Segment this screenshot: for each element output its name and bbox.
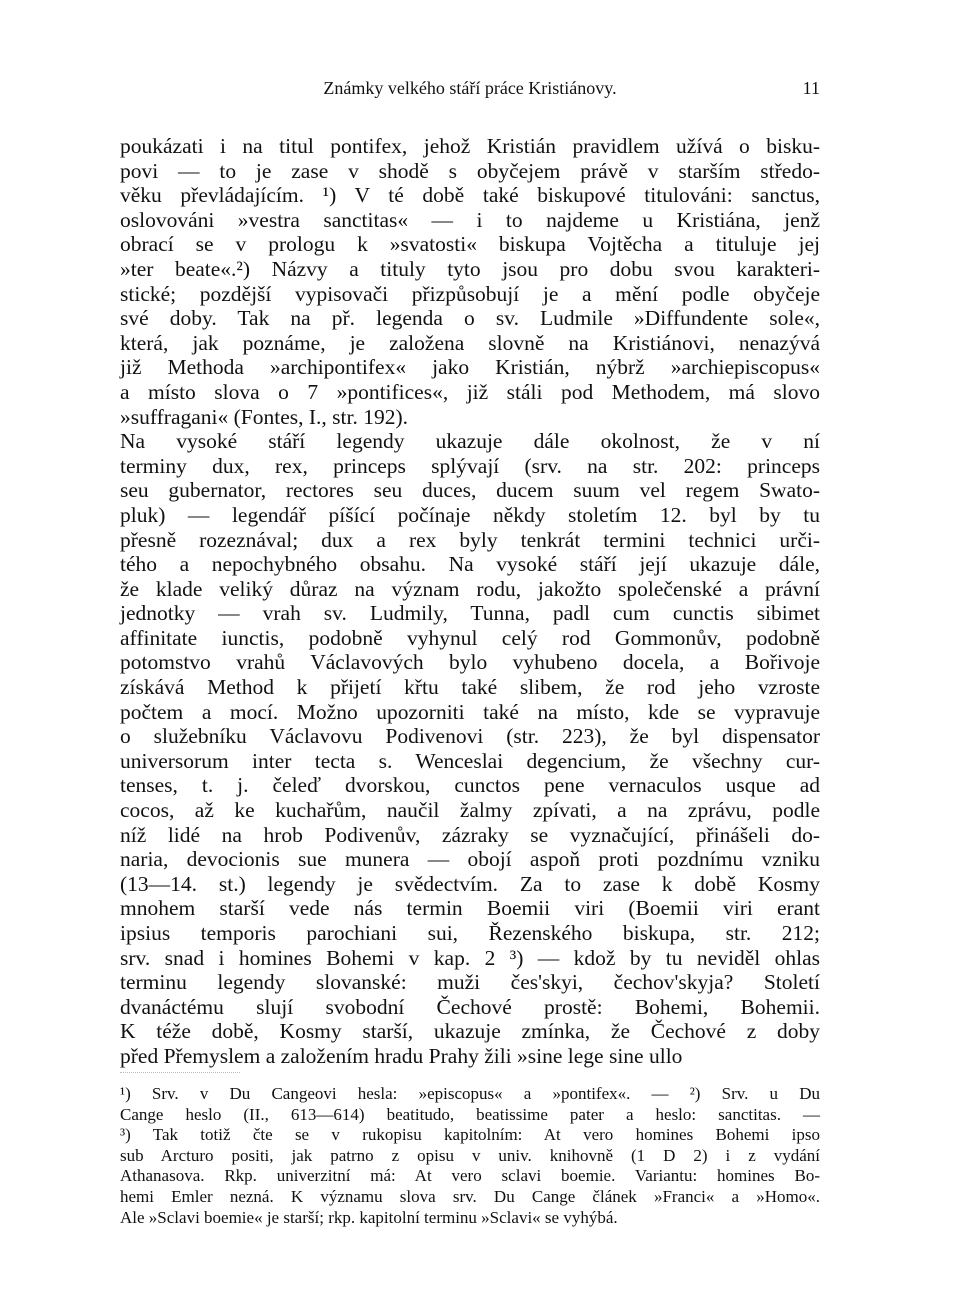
body-line: o služebníku Václavovu Podivenovi (str. 223), že byl dispensator xyxy=(120,724,820,749)
body-line: poukázati i na titul pontifex, jehož Kristián pravidlem užívá o bisku- xyxy=(120,134,820,158)
body-line: stické; pozdější vypisovači přizpůsobují je a mění podle obyčeje xyxy=(120,281,820,306)
footnote-line: hemi Emler nezná. K významu slova srv. Du Cange článek »Franci« a »Homo«. xyxy=(120,1186,820,1206)
body-line: dvanáctému slují svobodní Čechové prostě: Bohemi, Bohemii. xyxy=(120,994,820,1019)
footnote-line: ³) Tak totiž čte se v rukopisu kapitolním: At vero homines Bohemi ipso xyxy=(120,1125,820,1145)
body-line: již Methoda »archipontifex« jako Kristián, nýbrž »archiepiscopus« xyxy=(120,355,820,380)
body-line: terminu legendy slovanské: muži čes'skyi, čechov'skyja? Století xyxy=(120,970,820,995)
body-line: pluk) — legendář píšící počínaje někdy stoletím 12. byl by tu xyxy=(120,502,820,527)
body-line: seu gubernator, rectores seu duces, ducem suum vel regem Swato- xyxy=(120,478,820,503)
footnote-divider xyxy=(120,1072,240,1073)
body-line: terminy dux, rex, princeps splývají (srv. na str. 202: princeps xyxy=(120,453,820,478)
body-line: K téže době, Kosmy starší, ukazuje zmínka, že Čechové z doby xyxy=(120,1019,820,1044)
body-line: získává Method k přijetí křtu také slibem, že rod jeho vzroste xyxy=(120,675,820,700)
footnote-line: Ale »Sclavi boemie« je starší; rkp. kapitolní terminu »Sclavi« se vyhýbá. xyxy=(120,1207,618,1227)
body-line: že klade veliký důraz na význam rodu, jakožto společenské a právní xyxy=(120,576,820,601)
body-line: své doby. Tak na př. legenda o sv. Ludmile »Diffundente sole«, xyxy=(120,306,820,331)
body-line: která, jak poznáme, je založena slovně na Kristiánovi, nenazývá xyxy=(120,330,820,355)
body-line: věku převládajícím. ¹) V té době také biskupové titulováni: sanctus, xyxy=(120,183,820,208)
body-line: povi — to je zase v shodě s obyčejem právě v starším středo- xyxy=(120,158,820,183)
footnote-line: Cange heslo (II., 613—614) beatitudo, beatissime pater a heslo: sanctitas. — xyxy=(120,1104,820,1124)
body-line: níž lidé na hrob Podivenův, zázraky se vyznačující, přinášeli do- xyxy=(120,822,820,847)
body-line: cocos, až ke kuchařům, naučil žalmy zpívati, a na zprávu, podle xyxy=(120,798,820,823)
body-line: a místo slova o 7 »pontifices«, již stáli pod Methodem, má slovo xyxy=(120,379,820,404)
page-number: 11 xyxy=(802,78,820,98)
footnote-line: sub Arcturo positi, jak patrno z opisu v univ. knihovně (1 D 2) i z vydání xyxy=(120,1145,820,1165)
body-line: srv. snad i homines Bohemi v kap. 2 ³) — kdož by tu neviděl ohlas xyxy=(120,945,820,970)
body-line: »ter beate«.²) Názvy a tituly tyto jsou pro dobu svou karakteri- xyxy=(120,256,820,281)
body-line: počtem a mocí. Možno upozorniti také na místo, kde se vypravuje xyxy=(120,699,820,724)
body-line: přesně rozeznával; dux a rex byly tenkrát termini technici urči- xyxy=(120,527,820,552)
body-line: jednotky — vrah sv. Ludmily, Tunna, padl cum cunctis sibimet xyxy=(120,601,820,626)
body-line: universorum inter tecta s. Wenceslai degencium, že všechny cur- xyxy=(120,748,820,773)
body-line: tého a nepochybného obsahu. Na vysoké stáří její ukazuje dále, xyxy=(120,552,820,577)
body-line: tenses, t. j. čeleď dvorskou, cunctos pene vernaculos usque ad xyxy=(120,773,820,798)
body-line: obrací se v prologu k »svatosti« biskupa Vojtěcha a tituluje jej xyxy=(120,232,820,257)
body-line: před Přemyslem a založením hradu Prahy žili »sine lege sine ullo xyxy=(120,1043,683,1068)
body-line: (13—14. st.) legendy je svědectvím. Za to zase k době Kosmy xyxy=(120,871,820,896)
body-line: ipsius temporis parochiani sui, Řezenského biskupa, str. 212; xyxy=(120,921,820,945)
footnote-line: Athanasova. Rkp. univerzitní má: At vero sclavi boemie. Variantu: homines Bo- xyxy=(120,1166,820,1186)
running-header xyxy=(120,78,820,104)
body-line: »suffragani« (Fontes, I., str. 192). xyxy=(120,404,409,429)
footnotes xyxy=(120,1084,820,1228)
body-line: Na vysoké stáří legendy ukazuje dále okolnost, že v ní xyxy=(120,429,820,454)
running-title: Známky velkého stáří práce Kristiánovy. xyxy=(323,78,617,98)
body-text xyxy=(120,134,820,1069)
body-line: potomstvo vrahů Václavových bylo vyhubeno docela, a Bořivoje xyxy=(120,650,820,675)
footnote-line: ¹) Srv. v Du Cangeovi hesla: »episcopus« a »pontifex«. — ²) Srv. u Du xyxy=(120,1084,820,1103)
body-line: affinitate iunctis, podobně vyhynul celý rod Gommonův, podobně xyxy=(120,625,820,650)
body-line: mnohem starší vede nás termin Boemii viri (Boemii viri erant xyxy=(120,896,820,921)
body-line: oslovováni »vestra sanctitas« — i to najdeme u Kristiána, jenž xyxy=(120,207,820,232)
body-line: naria, devocionis sue munera — obojí aspoň proti pozdnímu vzniku xyxy=(120,847,820,872)
